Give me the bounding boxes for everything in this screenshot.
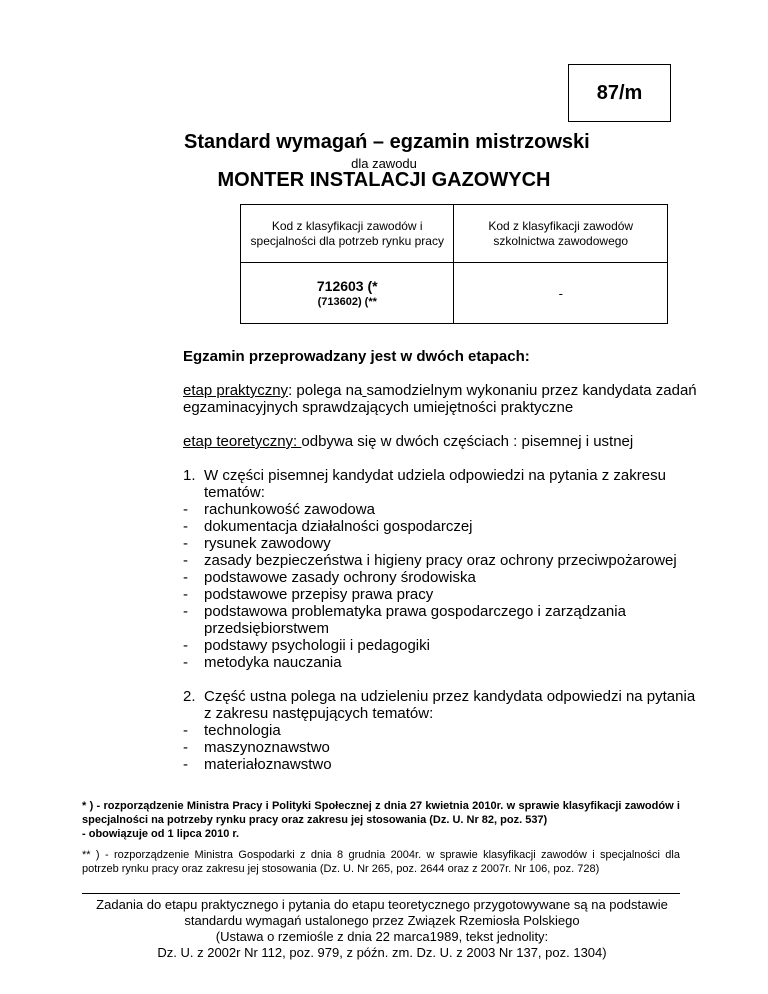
list-item: - zasady bezpieczeństwa i higieny pracy oraz ochrony przeciwpożarowej (183, 552, 677, 569)
practical-stage-label: etap praktyczny (183, 382, 289, 399)
list-item: - podstawowe przepisy prawa pracy (183, 586, 434, 603)
list-number: 1. (183, 467, 196, 484)
document-code-box (568, 64, 671, 122)
legal-line: Dz. U. z 2002r Nr 112, poz. 979, z późn. zm. Dz. U. z 2003 Nr 137, poz. 1304) (157, 945, 607, 960)
table-value-cell: - (454, 263, 668, 324)
list-item: - metodyka nauczania (183, 654, 342, 671)
page-subtitle: dla zawodu (351, 156, 417, 171)
oral-topics-list (183, 722, 703, 773)
page-title: Standard wymagań – egzamin mistrzowski (184, 131, 590, 153)
oral-part (183, 688, 703, 722)
practical-stage-text-2: samodzielnym wykonaniu przez kandydata zadań egzaminacyjnych sprawdzających umiejętności praktyczne (183, 382, 697, 416)
written-part-intro: W części pisemnej kandydat udziela odpowiedzi na pytania z zakresu tematów: (204, 467, 666, 501)
list-item: - podstawowa problematyka prawa gospodarczego i zarządzania przedsiębiorstwem (183, 603, 626, 637)
written-part (183, 467, 703, 501)
footnote-2: ** ) - rozporządzenie Ministra Gospodarki z dnia 8 grudnia 2004r. w sprawie klasyfikacji zawodów i specjalności dla potrzeb rynku pracy oraz zakresu jej stosowania (Dz. U. Nr 265, poz. 2644 oraz z 2007r. Nr 106, poz. 728) (82, 849, 680, 875)
footnote-1-validity: - obowiązuje od 1 lipca 2010 r. (82, 828, 240, 840)
exam-heading: Egzamin przeprowadzany jest w dwóch etapach: (183, 348, 530, 365)
list-item: - podstawowe zasady ochrony środowiska (183, 569, 476, 586)
oral-part-intro: Część ustna polega na udzieleniu przez kandydata odpowiedzi na pytania z zakresu następujących tematów: (204, 688, 696, 722)
exam-description (183, 348, 703, 790)
list-number: 2. (183, 688, 196, 705)
legal-basis-note (82, 897, 682, 961)
legal-line: (Ustawa o rzemiośle z dnia 22 marca1989, tekst jednolity: (215, 929, 549, 944)
list-item: - dokumentacja działalności gospodarczej (183, 518, 473, 535)
legal-line: Zadania do etapu praktycznego i pytania do etapu teoretycznego przygotowywane są na podstawie (96, 897, 668, 912)
occupation-code-old: (713602) (** (317, 296, 377, 308)
footnote-1 (82, 799, 680, 841)
profession-title: MONTER INSTALACJI GAZOWYCH (217, 169, 551, 191)
practical-stage (183, 382, 703, 416)
table-header-cell: Kod z klasyfikacji zawodów szkolnictwa zawodowego (454, 205, 668, 263)
theoretical-stage-label: etap teoretyczny: (183, 433, 302, 450)
occupation-code: 712603 (* (316, 278, 378, 294)
classification-codes-table (240, 204, 668, 324)
practical-stage-text: : polega na (288, 382, 363, 399)
theoretical-stage (183, 433, 703, 450)
list-item: - materiałoznawstwo (183, 756, 332, 773)
list-item: - podstawy psychologii i pedagogiki (183, 637, 430, 654)
written-topics-list (183, 501, 703, 671)
document-code: 87/m (596, 81, 643, 104)
table-header-cell: Kod z klasyfikacji zawodów i specjalności dla potrzeb rynku pracy (241, 205, 454, 263)
legal-line: standardu wymagań ustalonego przez Związek Rzemiosła Polskiego (184, 913, 580, 928)
divider (82, 893, 680, 894)
list-item: - technologia (183, 722, 281, 739)
list-item: - rachunkowość zawodowa (183, 501, 375, 518)
table-value-cell (241, 263, 454, 324)
theoretical-stage-text: odbywa się w dwóch częściach : pisemnej i ustnej (301, 433, 634, 450)
list-item: - maszynoznawstwo (183, 739, 330, 756)
list-item: - rysunek zawodowy (183, 535, 331, 552)
footnote-1-text: * ) - rozporządzenie Ministra Pracy i Polityki Społecznej z dnia 27 kwietnia 2010r. w sprawie klasyfikacji zawodów i specjalności na potrzeby rynku pracy oraz zakresu jej stosowania (Dz. U. Nr 82, poz. 537) (82, 800, 680, 826)
